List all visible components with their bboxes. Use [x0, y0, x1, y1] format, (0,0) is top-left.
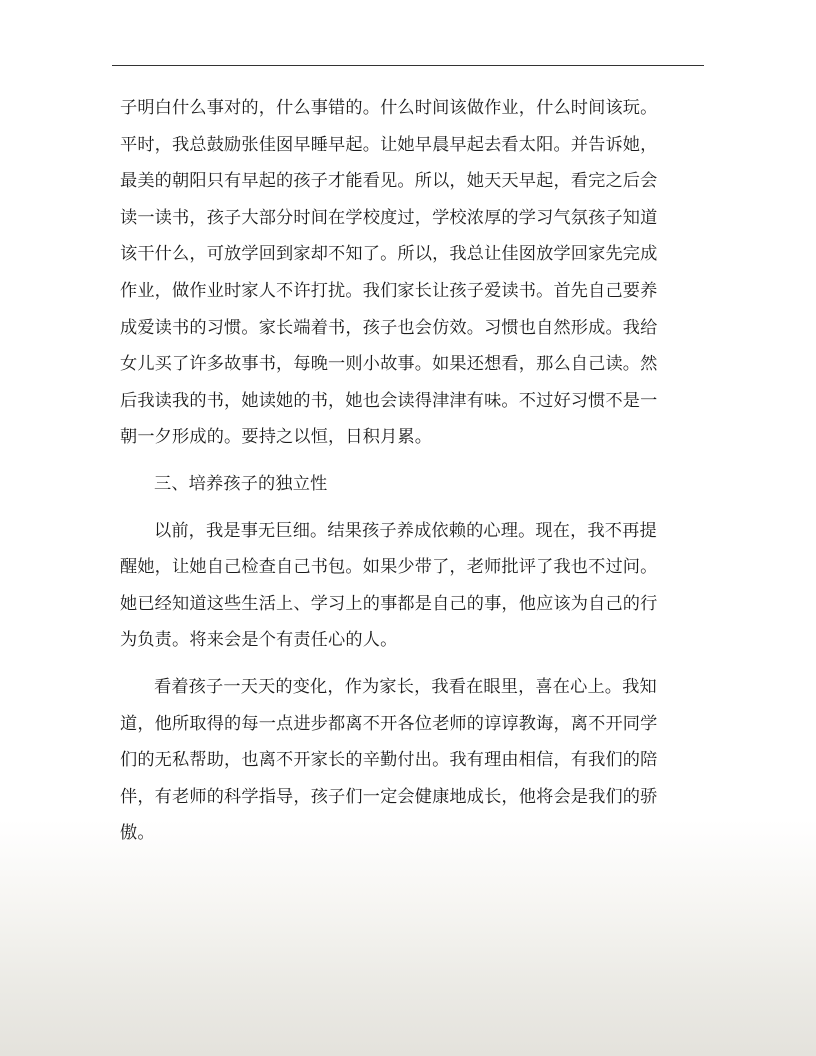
paragraph-continuation	[120, 90, 706, 456]
body-text	[120, 90, 706, 852]
header-rule	[112, 65, 704, 66]
text-line: 子明白什么事对的，什么事错的。什么时间该做作业，什么时间该玩。	[120, 98, 658, 118]
paragraph-gap	[120, 503, 706, 513]
text-line: 该干什么，可放学回到家却不知了。所以，我总让佳囡放学回家先完成	[120, 244, 658, 265]
text-line: 看着孩子一天天的变化，作为家长，我看在眼里，喜在心上。我知	[154, 676, 657, 697]
text-line: 成爱读书的习惯。家长端着书，孩子也会仿效。习惯也自然形成。我给	[120, 317, 658, 338]
text-line: 后我读我的书，她读她的书，她也会读得津津有味。不过好习惯不是一	[120, 390, 658, 411]
text-line: 伴，有老师的科学指导，孩子们一定会健康地成长，他将会是我们的骄	[120, 786, 658, 807]
paragraph-gap	[120, 659, 706, 669]
paragraph-independence	[120, 513, 706, 659]
text-line: 朝一夕形成的。要持之以恒，日积月累。	[120, 427, 433, 448]
text-line: 平时，我总鼓励张佳囡早睡早起。让她早晨早起去看太阳。并告诉她，	[120, 134, 658, 155]
text-line: 为负责。将来会是个有责任心的人。	[120, 630, 398, 651]
text-line: 最美的朝阳只有早起的孩子才能看见。所以，她天天早起，看完之后会	[120, 171, 658, 192]
text-line: 读一读书，孩子大部分时间在学校度过，学校浓厚的学习气氛孩子知道	[120, 207, 658, 228]
text-line: 以前，我是事无巨细。结果孩子养成依赖的心理。现在，我不再提	[154, 520, 657, 541]
text-line: 醒她，让她自己检查自己书包。如果少带了，老师批评了我也不过问。	[120, 557, 658, 578]
text-line: 女儿买了许多故事书，每晚一则小故事。如果还想看，那么自己读。然	[120, 354, 658, 375]
text-line: 傲。	[120, 823, 155, 844]
text-line: 她已经知道这些生活上、学习上的事都是自己的事，他应该为自己的行	[120, 593, 658, 614]
paragraph-gap	[120, 456, 706, 466]
heading-line: 三、培养孩子的独立性	[154, 473, 328, 494]
section-heading	[120, 466, 706, 503]
paragraph-conclusion	[120, 669, 706, 852]
text-line: 道，他所取得的每一点进步都离不开各位老师的谆谆教诲，离不开同学	[120, 713, 658, 734]
text-line: 们的无私帮助，也离不开家长的辛勤付出。我有理由相信，有我们的陪	[120, 750, 658, 771]
text-line: 作业，做作业时家人不许打扰。我们家长让孩子爱读书。首先自己要养	[120, 280, 658, 301]
